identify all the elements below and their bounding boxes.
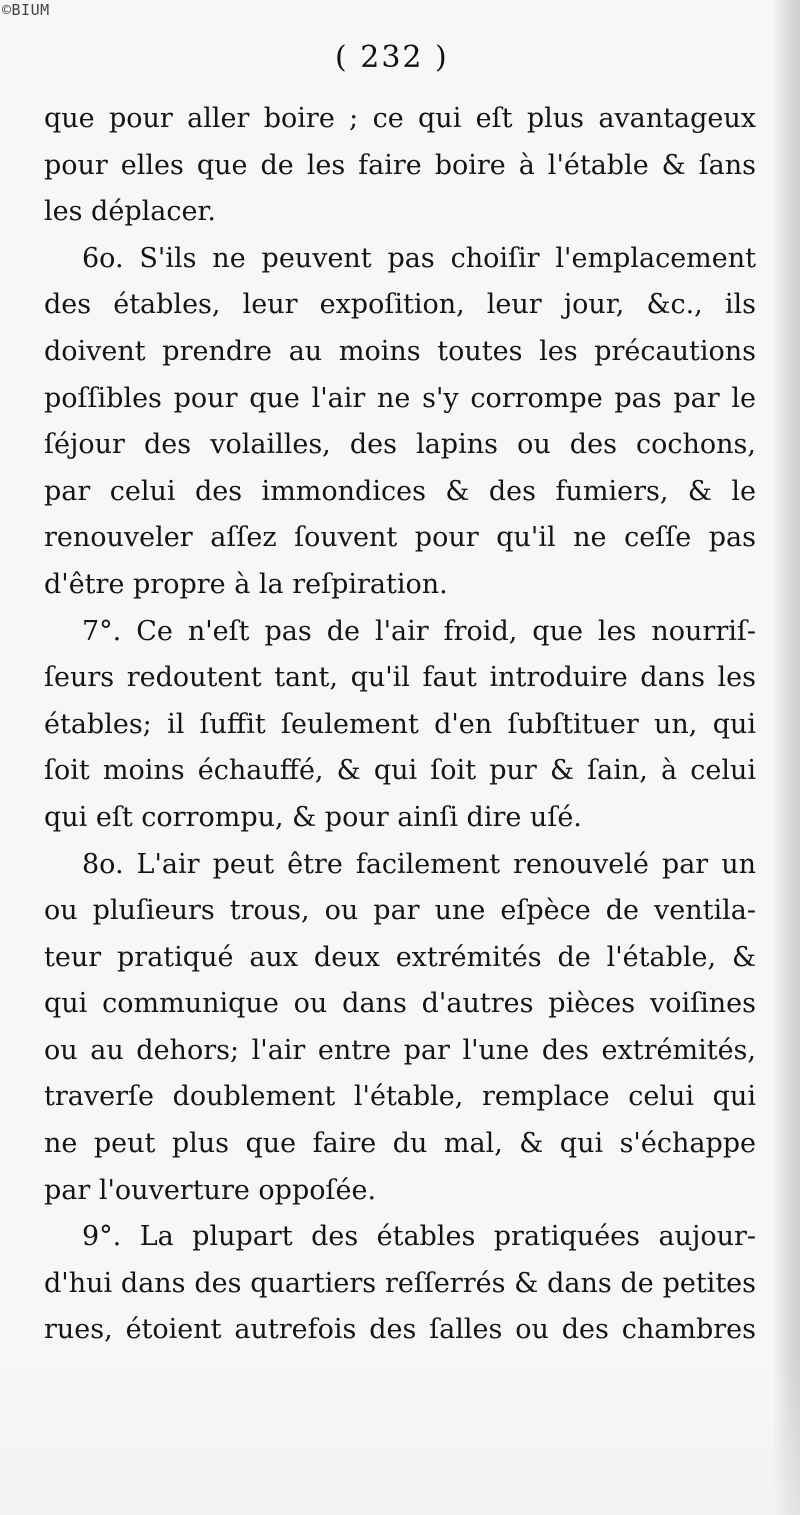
text-line: qui eſt corrompu, & pour ainſi dire uſé.: [44, 801, 582, 833]
text-line: traverſe doublement l'étable, remplace celui qui: [44, 1081, 756, 1113]
text-line: renouveler aſſez ſouvent pour qu'il ne ceſſe pas: [44, 522, 756, 554]
text-line: les déplacer.: [44, 196, 216, 228]
text-line: ou pluſieurs trous, ou par une eſpèce de ventila-: [44, 895, 756, 927]
text-line: ſéjour des volailles, des lapins ou des cochons,: [44, 429, 756, 461]
text-line: par celui des immondices & des fumiers, & le: [44, 475, 756, 507]
text-line: d'être propre à la reſpiration.: [44, 568, 448, 600]
text-line: ou au dehors; l'air entre par l'une des extrémités,: [44, 1034, 756, 1066]
text-line: poſſibles pour que l'air ne s'y corrompe pas par le: [44, 382, 756, 414]
page-edge-shadow: [774, 0, 800, 1515]
text-line: étables; il ſuffit ſeulement d'en ſubſtituer un, qui: [44, 708, 756, 740]
text-line: teur pratiqué aux deux extrémités de l'étable, &: [44, 941, 756, 973]
text-line: ſeurs redoutent tant, qu'il faut introduire dans les: [44, 662, 756, 694]
text-line: d'hui dans des quartiers reſſerrés & dans de petites: [44, 1267, 756, 1299]
text-line: qui communique ou dans d'autres pièces voiſines: [44, 988, 756, 1020]
text-line: que pour aller boire ; ce qui eſt plus avantageux: [44, 103, 756, 134]
text-line: doivent prendre au moins toutes les précautions: [44, 335, 756, 367]
text-line: 7°. Ce n'eſt pas de l'air froid, que les nourriſ-: [82, 615, 756, 647]
library-watermark: ©BIUM: [2, 1, 50, 19]
text-line: des étables, leur expoſition, leur jour, &c., ils: [44, 289, 756, 321]
text-line: rues, étoient autrefois des ſalles ou des chambres: [44, 1314, 756, 1346]
body-text: [44, 96, 756, 1354]
page-bottom-margin: [0, 1355, 800, 1515]
text-line: par l'ouverture oppoſée.: [44, 1174, 377, 1206]
text-line: ſoit moins échauffé, & qui ſoit pur & ſain, à celui: [44, 755, 756, 787]
text-line: ne peut plus que faire du mal, & qui s'échappe: [44, 1128, 756, 1160]
text-line: pour elles que de les faire boire à l'étable & ſans: [44, 149, 756, 181]
text-line: 8o. L'air peut être facilement renouvelé par un: [82, 848, 756, 880]
page-number: ( 232 ): [335, 40, 449, 75]
text-line: 9°. La plupart des étables pratiquées aujour-: [82, 1221, 756, 1253]
text-line: 6o. S'ils ne peuvent pas choiſir l'emplacement: [82, 242, 756, 274]
